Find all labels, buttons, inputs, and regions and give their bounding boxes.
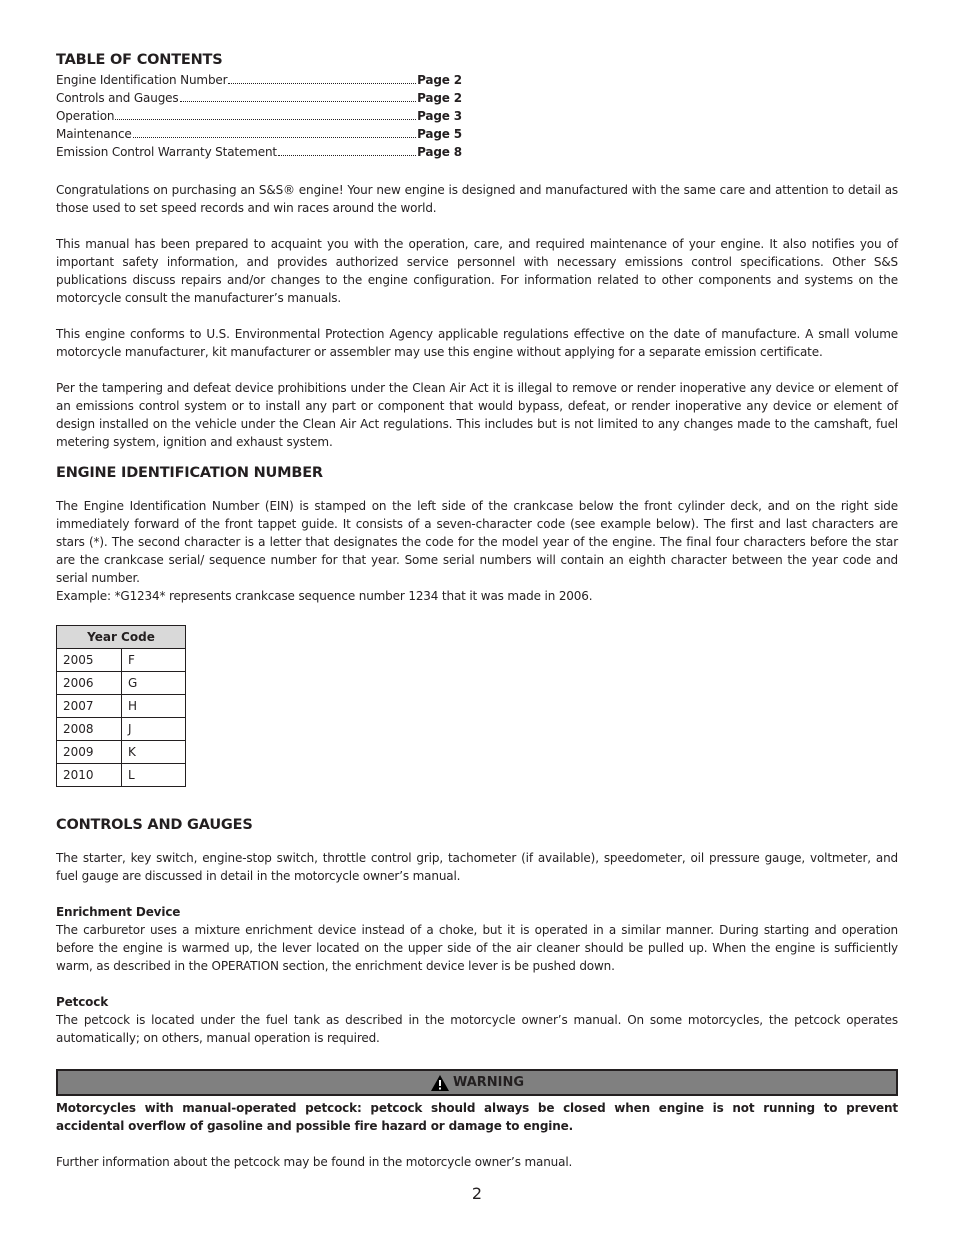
intro-paragraph-2: This manual has been prepared to acquaint you with the operation, care, and required maintenance of your engine. It also notifies you of important safety information, and provides authorized service personnel with necessary emissions control specifications. Other S&S publications discuss repairs and/or changes to the engine configuration. For information related to other components and systems on the motorcycle consult the manufacturer’s manuals. — [56, 237, 898, 305]
toc-entry[interactable] — [56, 125, 462, 143]
toc-leader-dots — [228, 83, 416, 84]
toc-entry[interactable] — [56, 107, 462, 125]
toc-entry[interactable] — [56, 89, 462, 107]
toc-entry-page: Page 5 — [417, 127, 462, 141]
ein-heading: ENGINE IDENTIFICATION NUMBER — [56, 465, 323, 481]
page-number: 2 — [471, 1184, 483, 1203]
year-cell: 2009 — [57, 741, 122, 764]
toc-entry-label: Operation — [56, 109, 115, 123]
document-page — [56, 52, 898, 1171]
toc-entry[interactable] — [56, 143, 462, 161]
table-row — [57, 672, 186, 695]
toc-leader-dots — [133, 137, 416, 138]
toc-entry-page: Page 2 — [417, 73, 462, 87]
intro-paragraph-4: Per the tampering and defeat device prohibitions under the Clean Air Act it is illegal to remove or render inoperative any device or element of an emissions control system or to install any part or component that would bypass, defeat, or render inoperative any device or element of design installed on the vehicle under the Clean Air Act regulations. This includes but is not limited to any changes made to the camshaft, fuel metering system, ignition and exhaust system. — [56, 381, 898, 449]
ein-example: Example: *G1234* represents crankcase sequence number 1234 that it was made in 2006. — [56, 589, 593, 603]
controls-paragraph: The starter, key switch, engine-stop switch, throttle control grip, tachometer (if available), speedometer, oil pressure gauge, voltmeter, and fuel gauge are discussed in detail in the motorcycle owner’s manual. — [56, 851, 898, 883]
year-cell: 2008 — [57, 718, 122, 741]
table-row — [57, 741, 186, 764]
intro-paragraph-3: This engine conforms to U.S. Environmental Protection Agency applicable regulations effective on the date of manufacture. A small volume motorcycle manufacturer, kit manufacturer or assembler may use this engine without applying for a separate emission certificate. — [56, 327, 898, 359]
code-cell: L — [122, 764, 186, 787]
controls-heading: CONTROLS AND GAUGES — [56, 817, 253, 833]
toc-entry-label: Maintenance — [56, 127, 132, 141]
toc-entry-page: Page 3 — [417, 109, 462, 123]
enrichment-heading: Enrichment Device — [56, 905, 181, 919]
year-cell: 2005 — [57, 649, 122, 672]
toc-entry-page: Page 2 — [417, 91, 462, 105]
code-cell: J — [122, 718, 186, 741]
toc-leader-dots — [278, 155, 416, 156]
code-cell: F — [122, 649, 186, 672]
toc-entry-label: Controls and Gauges — [56, 91, 179, 105]
year-code-table — [56, 625, 186, 787]
further-info-paragraph: Further information about the petcock may be found in the motorcycle owner’s manual. — [56, 1155, 573, 1169]
table-row — [57, 695, 186, 718]
warning-label: WARNING — [452, 1075, 525, 1090]
toc-entry[interactable] — [56, 71, 462, 89]
petcock-heading: Petcock — [56, 995, 109, 1009]
petcock-paragraph: The petcock is located under the fuel tank as described in the motorcycle owner’s manual. On some motorcycles, the petcock operates automatically; on others, manual operation is required. — [56, 1013, 898, 1045]
toc-leader-dots — [115, 119, 416, 120]
toc-list — [56, 71, 462, 161]
toc-title: TABLE OF CONTENTS — [56, 52, 223, 68]
toc-entry-label: Engine Identification Number — [56, 73, 228, 87]
toc-leader-dots — [180, 101, 417, 102]
year-cell: 2006 — [57, 672, 122, 695]
year-code-header: Year Code — [57, 626, 186, 649]
toc-entry-label: Emission Control Warranty Statement — [56, 145, 277, 159]
ein-paragraph: The Engine Identification Number (EIN) is stamped on the left side of the crankcase below the front cylinder deck, and on the right side immediately forward of the front tappet guide. It consists of a seven-character code (see example below). The first and last characters are stars (*). The second character is a letter that designates the code for the model year of the engine. The final four characters before the star are the crankcase serial/ sequence number for that year. Some serial numbers will contain an eighth character between the year code and serial number. — [56, 499, 898, 585]
warning-text: Motorcycles with manual-operated petcock: petcock should always be closed when engine is not running to prevent accidental overflow of gasoline and possible fire hazard or damage to engine. — [56, 1101, 898, 1133]
year-cell: 2007 — [57, 695, 122, 718]
code-cell: H — [122, 695, 186, 718]
toc-entry-page: Page 8 — [417, 145, 462, 159]
warning-triangle-icon — [430, 1074, 450, 1092]
warning-banner — [56, 1069, 898, 1096]
code-cell: K — [122, 741, 186, 764]
table-row — [57, 764, 186, 787]
code-cell: G — [122, 672, 186, 695]
intro-paragraph-1: Congratulations on purchasing an S&S® engine! Your new engine is designed and manufactured with the same care and attention to detail as those used to set speed records and win races around the world. — [56, 183, 898, 215]
enrichment-paragraph: The carburetor uses a mixture enrichment device instead of a choke, but it is operated in a similar manner. During starting and operation before the engine is warmed up, the lever located on the upper side of the air cleaner should be pulled up. When the engine is sufficiently warm, as described in the OPERATION section, the enrichment device lever is be pushed down. — [56, 923, 898, 973]
table-row — [57, 649, 186, 672]
table-row — [57, 718, 186, 741]
year-cell: 2010 — [57, 764, 122, 787]
